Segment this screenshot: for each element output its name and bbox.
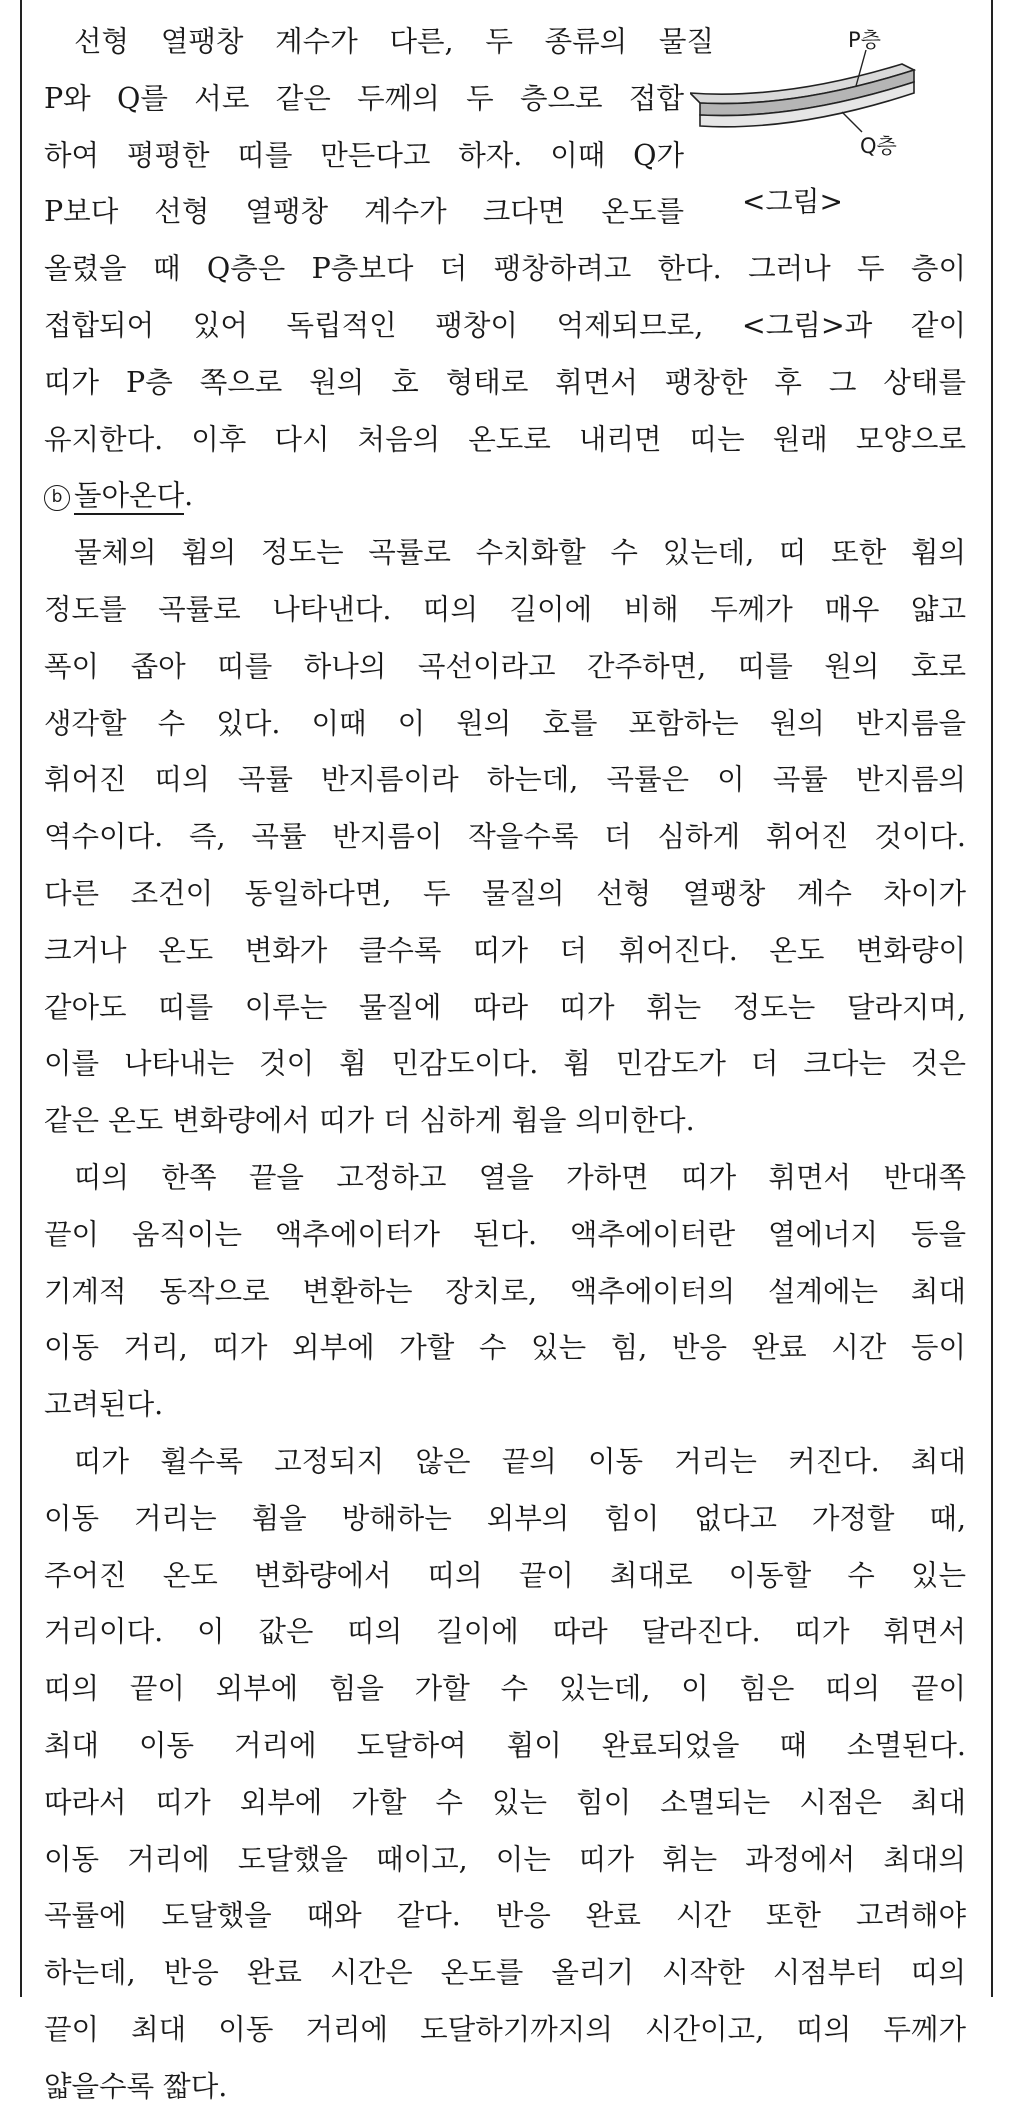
paragraph-1 [44,14,966,525]
text-line: 휘어진 띠의 곡률 반지름이라 하는데, 곡률은 이 곡률 반지름의 [44,763,966,797]
text-line: 생각할 수 있다. 이때 이 원의 호를 포함하는 원의 반지름을 [44,706,966,740]
paragraph-3 [44,1150,966,1434]
text-line: 이동 거리, 띠가 외부에 가할 수 있는 힘, 반응 완료 시간 등이 [44,1331,966,1365]
text-line: 기계적 동작으로 변환하는 장치로, 액추에이터의 설계에는 최대 [44,1274,966,1308]
underlined-term: 돌아온다 [74,479,184,515]
text-line: 이동 거리는 휨을 방해하는 외부의 힘이 없다고 가정할 때, [44,1501,966,1535]
text-line: 선형 열팽창 계수가 다른, 두 종류의 물질 [74,25,714,58]
text-line: 이를 나타내는 것이 휨 민감도이다. 휨 민감도가 더 크다는 것은 [44,1047,966,1081]
paragraph-4 [44,1434,966,2115]
text-line: 고려된다. [44,1388,164,1422]
text-line: 띠가 휠수록 고정되지 않은 끝의 이동 거리는 커진다. 최대 [74,1444,966,1478]
left-column-rule [20,0,22,1997]
text-line: P보다 선형 열팽창 계수가 크다면 온도를 [44,195,684,229]
text-line: 곡률에 도달했을 때와 같다. 반응 완료 시간 또한 고려해야 [44,1899,966,1933]
text-line: 얇을수록 짧다. [44,2069,228,2103]
right-column-rule [991,0,993,1997]
text-line: 띠의 끝이 외부에 힘을 가할 수 있는데, 이 힘은 띠의 끝이 [44,1672,966,1706]
text-line: 최대 이동 거리에 도달하여 휨이 완료되었을 때 소멸된다. [44,1728,966,1762]
text-line: 폭이 좁아 띠를 하나의 곡선이라고 간주하면, 띠를 원의 호로 [44,649,966,683]
text-line: 하여 평평한 띠를 만든다고 하자. 이때 Q가 [44,138,684,172]
text-line: 거리이다. 이 값은 띠의 길이에 따라 달라진다. 띠가 휘면서 [44,1615,966,1649]
text-line: 역수이다. 즉, 곡률 반지름이 작을수록 더 심하게 휘어진 것이다. [44,820,966,854]
text-line: 올렸을 때 Q층은 P층보다 더 팽창하려고 한다. 그러나 두 층이 [44,252,966,286]
figure-label-q-layer: Q층 [860,134,897,158]
paragraph-2 [44,525,966,1150]
text-line: 정도를 곡률로 나타낸다. 띠의 길이에 비해 두께가 매우 얇고 [44,592,966,626]
marker-b-label: b [44,485,70,511]
text-line: 다른 조건이 동일하다면, 두 물질의 선형 열팽창 계수 차이가 [44,876,966,910]
text-line: 따라서 띠가 외부에 가할 수 있는 힘이 소멸되는 시점은 최대 [44,1785,966,1819]
figure-label-p-layer: P층 [848,28,881,52]
text-line: 물체의 휨의 정도는 곡률로 수치화할 수 있는데, 띠 또한 휨의 [74,536,966,570]
text-line [44,468,966,525]
passage-text [44,14,966,2115]
figure-caption: <그림> [742,185,844,218]
text-line: 같아도 띠를 이루는 물질에 따라 띠가 휘는 정도는 달라지며, [44,990,966,1024]
text-line: 크거나 온도 변화가 클수록 띠가 더 휘어진다. 온도 변화량이 [44,933,966,967]
text-line: 같은 온도 변화량에서 띠가 더 심하게 휨을 의미한다. [44,1104,695,1138]
text-line: 유지한다. 이후 다시 처음의 온도로 내리면 띠는 원래 모양으로 [44,422,966,456]
text-line: P와 Q를 서로 같은 두께의 두 층으로 접합 [44,81,684,115]
text-line: 주어진 온도 변화량에서 띠의 끝이 최대로 이동할 수 있는 [44,1558,966,1592]
text-line: 띠의 한쪽 끝을 고정하고 열을 가하면 띠가 휘면서 반대쪽 [74,1160,966,1194]
text-line: 접합되어 있어 독립적인 팽창이 억제되므로, <그림>과 같이 [44,308,966,342]
sentence-period: . [184,479,194,513]
text-line: 끝이 최대 이동 거리에 도달하기까지의 시간이고, 띠의 두께가 [44,2012,966,2046]
text-line: 이동 거리에 도달했을 때이고, 이는 띠가 휘는 과정에서 최대의 [44,1842,966,1876]
text-line: 띠가 P층 쪽으로 원의 호 형태로 휘면서 팽창한 후 그 상태를 [44,365,966,399]
text-line: 하는데, 반응 완료 시간은 온도를 올리기 시작한 시점부터 띠의 [44,1956,966,1990]
text-line: 끝이 움직이는 액추에이터가 된다. 액추에이터란 열에너지 등을 [44,1217,966,1251]
